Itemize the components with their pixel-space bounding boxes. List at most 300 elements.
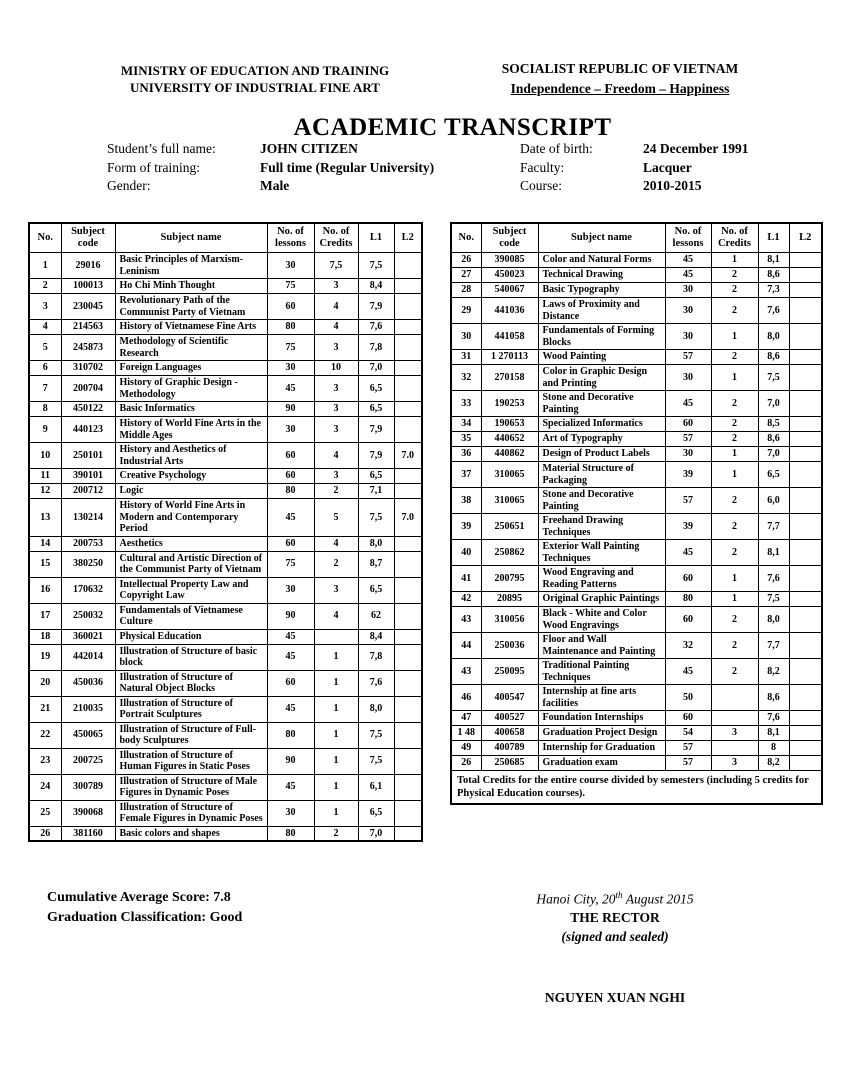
col-header-subject-name: Subject name — [538, 223, 665, 253]
cell-subject-code: 130214 — [61, 499, 115, 537]
table-row — [451, 324, 822, 350]
cell-l1: 8,0 — [358, 536, 394, 551]
cell-credits: 2 — [711, 298, 758, 324]
cell-lessons: 60 — [267, 536, 314, 551]
cell-no: 33 — [451, 391, 481, 417]
cell-l1: 7,0 — [758, 391, 789, 417]
col-header-no: No. — [451, 223, 481, 253]
cell-subject-name: Floor and Wall Maintenance and Painting — [538, 633, 665, 659]
cell-subject-name: Intellectual Property Law and Copyright Law — [115, 577, 267, 603]
university-line: UNIVERSITY OF INDUSTRIAL FINE ART — [130, 80, 380, 95]
cell-no: 17 — [29, 603, 61, 629]
cell-credits: 1 — [711, 592, 758, 607]
cell-subject-code: 190253 — [481, 391, 538, 417]
cell-lessons: 60 — [665, 417, 711, 432]
cell-lessons: 60 — [665, 607, 711, 633]
cell-credits: 2 — [711, 391, 758, 417]
table-row — [451, 607, 822, 633]
cell-subject-code: 450122 — [61, 402, 115, 417]
cell-lessons: 80 — [267, 484, 314, 499]
cell-credits: 2 — [711, 607, 758, 633]
cell-lessons: 30 — [267, 417, 314, 443]
cell-l2 — [789, 607, 822, 633]
cell-no: 30 — [451, 324, 481, 350]
training-label: Form of training: — [107, 159, 200, 175]
cell-no: 40 — [451, 540, 481, 566]
cell-subject-name: Design of Product Labels — [538, 447, 665, 462]
place-date-suffix: August 2015 — [622, 891, 694, 907]
cell-subject-code: 390068 — [61, 800, 115, 826]
cell-l1: 6,0 — [758, 488, 789, 514]
cell-subject-code: 450065 — [61, 722, 115, 748]
cell-l2 — [789, 741, 822, 756]
cell-l1: 7,8 — [358, 644, 394, 670]
cell-no: 26 — [451, 756, 481, 771]
cell-subject-code: 250862 — [481, 540, 538, 566]
cell-no: 18 — [29, 629, 61, 644]
cell-credits — [711, 741, 758, 756]
cell-subject-code: 250651 — [481, 514, 538, 540]
table-row — [451, 711, 822, 726]
col-header-no: No. — [29, 223, 61, 253]
cell-l1: 8,0 — [358, 696, 394, 722]
cell-l2 — [789, 324, 822, 350]
cell-l2: 7.0 — [394, 499, 422, 537]
cell-no: 41 — [451, 566, 481, 592]
cell-subject-code: 200753 — [61, 536, 115, 551]
cell-subject-name: Illustration of Structure of Male Figures in Dynamic Poses — [115, 774, 267, 800]
cell-subject-name: Illustration of Structure of Portrait Sculptures — [115, 696, 267, 722]
place-date-prefix: Hanoi City, 20 — [536, 891, 616, 907]
cell-credits: 4 — [314, 536, 358, 551]
cell-subject-name: Fundamentals of Forming Blocks — [538, 324, 665, 350]
cell-subject-code: 441058 — [481, 324, 538, 350]
cell-lessons: 57 — [665, 432, 711, 447]
cell-subject-name: Ho Chi Minh Thought — [115, 279, 267, 294]
cell-no: 22 — [29, 722, 61, 748]
cell-no: 1 48 — [451, 726, 481, 741]
cell-subject-name: Traditional Painting Techniques — [538, 659, 665, 685]
table-row — [451, 447, 822, 462]
cell-credits — [314, 629, 358, 644]
cell-subject-code: 270158 — [481, 365, 538, 391]
cell-credits: 3 — [314, 376, 358, 402]
cell-lessons: 30 — [665, 298, 711, 324]
cell-subject-name: Basic Typography — [538, 283, 665, 298]
cell-subject-code: 310065 — [481, 488, 538, 514]
cell-subject-name: Logic — [115, 484, 267, 499]
table-row — [29, 294, 422, 320]
cell-l2 — [789, 685, 822, 711]
cell-l1: 8,6 — [758, 350, 789, 365]
cell-subject-name: Illustration of Structure of basic block — [115, 644, 267, 670]
motto-line: Independence – Freedom – Happiness — [510, 81, 730, 96]
cell-subject-name: Wood Engraving and Reading Patterns — [538, 566, 665, 592]
cell-subject-name: Basic colors and shapes — [115, 826, 267, 841]
cell-no: 10 — [29, 443, 61, 469]
cell-lessons: 80 — [267, 826, 314, 841]
col-header-credits: No. of Credits — [711, 223, 758, 253]
cell-l1: 8,7 — [358, 551, 394, 577]
cell-no: 4 — [29, 320, 61, 335]
cell-subject-code: 170632 — [61, 577, 115, 603]
cell-l1: 7,8 — [358, 335, 394, 361]
cell-l2 — [394, 536, 422, 551]
cell-l1: 7,5 — [358, 499, 394, 537]
cell-subject-name: Material Structure of Packaging — [538, 462, 665, 488]
cell-subject-code: 440123 — [61, 417, 115, 443]
rector-name: NGUYEN XUAN NGHI — [544, 990, 686, 1005]
cell-lessons: 45 — [267, 696, 314, 722]
cell-lessons: 60 — [267, 443, 314, 469]
cell-credits — [711, 711, 758, 726]
col-header-subject-code: Subject code — [61, 223, 115, 253]
dob-value: 24 December 1991 — [643, 141, 749, 156]
cell-l2 — [394, 551, 422, 577]
cell-credits: 1 — [711, 462, 758, 488]
cell-no: 31 — [451, 350, 481, 365]
table-row — [29, 499, 422, 537]
table-row — [29, 469, 422, 484]
table-row — [29, 577, 422, 603]
signed-sealed-note: (signed and sealed) — [561, 928, 669, 944]
table-row — [451, 417, 822, 432]
cell-subject-code: 200725 — [61, 748, 115, 774]
subjects-table-right — [450, 222, 823, 805]
cell-credits: 3 — [314, 417, 358, 443]
cell-subject-name: Specialized Informatics — [538, 417, 665, 432]
table-row — [451, 253, 822, 268]
cell-lessons: 45 — [267, 644, 314, 670]
cell-l1: 7,9 — [358, 294, 394, 320]
table-row — [451, 268, 822, 283]
cell-subject-code: 390101 — [61, 469, 115, 484]
cell-subject-code: 100013 — [61, 279, 115, 294]
cell-l2 — [789, 726, 822, 741]
cell-subject-name: Illustration of Structure of Female Figures in Dynamic Poses — [115, 800, 267, 826]
cell-subject-name: Technical Drawing — [538, 268, 665, 283]
table-row — [29, 748, 422, 774]
full-name-value: JOHN CITIZEN — [260, 141, 358, 156]
cell-l1: 7,6 — [758, 298, 789, 324]
cell-credits: 1 — [711, 566, 758, 592]
table-row — [29, 253, 422, 279]
cell-no: 44 — [451, 633, 481, 659]
cell-subject-name: Creative Psychology — [115, 469, 267, 484]
cell-subject-name: Fundamentals of Vietnamese Culture — [115, 603, 267, 629]
cell-lessons: 57 — [665, 756, 711, 771]
cell-l2 — [394, 577, 422, 603]
cell-credits: 5 — [314, 499, 358, 537]
cell-l1: 8,1 — [758, 253, 789, 268]
cell-no: 21 — [29, 696, 61, 722]
cell-credits: 2 — [314, 826, 358, 841]
cell-l2 — [789, 447, 822, 462]
cell-l2 — [789, 514, 822, 540]
classification: Graduation Classification: Good — [47, 909, 243, 925]
cell-l1: 7,6 — [758, 566, 789, 592]
cell-l2 — [394, 826, 422, 841]
cell-credits: 1 — [711, 324, 758, 350]
info-row-training — [107, 160, 807, 179]
cell-lessons: 32 — [665, 633, 711, 659]
cell-subject-code: 440652 — [481, 432, 538, 447]
table-row — [451, 283, 822, 298]
cell-l1: 6,5 — [358, 800, 394, 826]
cell-credits: 4 — [314, 294, 358, 320]
cell-l1: 7,0 — [758, 447, 789, 462]
cell-l2 — [394, 376, 422, 402]
cell-subject-code: 250036 — [481, 633, 538, 659]
table-row — [29, 826, 422, 841]
cell-l1: 8,4 — [358, 279, 394, 294]
cell-l2 — [394, 469, 422, 484]
cell-l2 — [789, 298, 822, 324]
cell-lessons: 90 — [267, 402, 314, 417]
cell-lessons: 80 — [267, 320, 314, 335]
cell-l1: 7,9 — [358, 443, 394, 469]
cell-no: 25 — [29, 800, 61, 826]
cell-credits: 3 — [314, 279, 358, 294]
cell-l2 — [394, 629, 422, 644]
cell-no: 1 — [29, 253, 61, 279]
cell-no: 38 — [451, 488, 481, 514]
cell-subject-code: 29016 — [61, 253, 115, 279]
cell-no: 47 — [451, 711, 481, 726]
cell-l2 — [394, 774, 422, 800]
table-row — [29, 279, 422, 294]
cell-subject-code: 250095 — [481, 659, 538, 685]
cell-credits: 7,5 — [314, 253, 358, 279]
cell-l2 — [394, 484, 422, 499]
cell-l2 — [789, 350, 822, 365]
cell-no: 24 — [29, 774, 61, 800]
cell-l2 — [394, 335, 422, 361]
rector-title: THE RECTOR — [570, 910, 660, 925]
subjects-table-left — [28, 222, 423, 842]
cell-lessons: 45 — [267, 774, 314, 800]
cell-subject-code: 245873 — [61, 335, 115, 361]
table-row — [29, 361, 422, 376]
result-summary — [47, 888, 242, 927]
cell-subject-code: 540067 — [481, 283, 538, 298]
cell-subject-code: 230045 — [61, 294, 115, 320]
cell-l2 — [789, 283, 822, 298]
faculty-value: Lacquer — [643, 159, 692, 175]
cell-l1: 7,6 — [358, 670, 394, 696]
cell-lessons: 60 — [665, 711, 711, 726]
cell-subject-code: 450036 — [61, 670, 115, 696]
cell-lessons: 30 — [267, 253, 314, 279]
cell-credits: 2 — [711, 283, 758, 298]
cell-credits: 2 — [711, 350, 758, 365]
cell-l2 — [394, 361, 422, 376]
cell-subject-name: Illustration of Structure of Full-body Sculptures — [115, 722, 267, 748]
training-value: Full time (Regular University) — [260, 159, 435, 175]
cell-subject-code: 400527 — [481, 711, 538, 726]
info-row-gender — [107, 178, 807, 197]
cell-lessons: 54 — [665, 726, 711, 741]
cell-l2 — [789, 711, 822, 726]
cell-lessons: 90 — [267, 603, 314, 629]
cell-subject-name: Illustration of Structure of Human Figures in Static Poses — [115, 748, 267, 774]
col-header-l1: L1 — [358, 223, 394, 253]
table-row — [451, 741, 822, 756]
cell-subject-code: 380250 — [61, 551, 115, 577]
cell-l1: 7,6 — [358, 320, 394, 335]
header-row — [451, 223, 822, 253]
cell-subject-name: Revolutionary Path of the Communist Party of Vietnam — [115, 294, 267, 320]
cell-credits: 2 — [711, 659, 758, 685]
cell-credits: 2 — [711, 488, 758, 514]
cell-l2 — [789, 462, 822, 488]
table-row — [451, 365, 822, 391]
cell-lessons: 30 — [665, 447, 711, 462]
cell-l2 — [394, 748, 422, 774]
table-row — [451, 566, 822, 592]
cell-subject-name: Art of Typography — [538, 432, 665, 447]
cell-l1: 8 — [758, 741, 789, 756]
cell-l2 — [394, 722, 422, 748]
table-row — [29, 629, 422, 644]
total-credits-note: Total Credits for the entire course divided by semesters (including 5 credits for Physical Education courses). — [451, 771, 822, 805]
cell-no: 14 — [29, 536, 61, 551]
cell-credits: 1 — [314, 722, 358, 748]
cell-lessons: 60 — [267, 469, 314, 484]
gender-value: Male — [260, 178, 290, 193]
table-row — [451, 391, 822, 417]
cell-credits: 3 — [314, 469, 358, 484]
cell-l2 — [789, 756, 822, 771]
cell-no: 23 — [29, 748, 61, 774]
cell-credits: 1 — [711, 365, 758, 391]
table-row — [29, 722, 422, 748]
cell-l2 — [789, 592, 822, 607]
cell-subject-name: Graduation Project Design — [538, 726, 665, 741]
cell-subject-name: History of Graphic Design - Methodology — [115, 376, 267, 402]
cell-l2 — [394, 402, 422, 417]
table-row — [29, 443, 422, 469]
cell-l2 — [789, 253, 822, 268]
cell-no: 36 — [451, 447, 481, 462]
cell-lessons: 45 — [665, 540, 711, 566]
course-value: 2010-2015 — [643, 178, 702, 193]
cell-l2 — [789, 268, 822, 283]
cell-l1: 8,6 — [758, 432, 789, 447]
cell-l2 — [394, 800, 422, 826]
cell-l2 — [789, 432, 822, 447]
cell-lessons: 60 — [267, 294, 314, 320]
table-row — [451, 298, 822, 324]
average-score: Cumulative Average Score: 7.8 — [47, 890, 231, 905]
cell-lessons: 30 — [267, 361, 314, 376]
cell-subject-name: History of World Fine Arts in the Middle Ages — [115, 417, 267, 443]
cell-credits: 1 — [314, 800, 358, 826]
cell-l1: 7,0 — [358, 826, 394, 841]
cell-l2 — [789, 391, 822, 417]
cell-subject-code: 400658 — [481, 726, 538, 741]
cell-credits: 4 — [314, 443, 358, 469]
cell-subject-code: 440862 — [481, 447, 538, 462]
cell-l1: 6,5 — [358, 469, 394, 484]
course-label: Course: — [520, 178, 562, 193]
cell-l1: 8,6 — [758, 268, 789, 283]
cell-l2 — [394, 320, 422, 335]
cell-l1: 8,0 — [758, 607, 789, 633]
cell-l2 — [394, 670, 422, 696]
table-row — [451, 726, 822, 741]
cell-l1: 6,5 — [358, 376, 394, 402]
col-header-l1: L1 — [758, 223, 789, 253]
cell-lessons: 90 — [267, 748, 314, 774]
cell-no: 35 — [451, 432, 481, 447]
cell-subject-code: 200712 — [61, 484, 115, 499]
cell-l2 — [789, 633, 822, 659]
place-date — [450, 886, 780, 909]
cell-subject-code: 210035 — [61, 696, 115, 722]
cell-l2 — [394, 417, 422, 443]
cell-l1: 7,9 — [358, 417, 394, 443]
cell-subject-code: 250032 — [61, 603, 115, 629]
cell-l2 — [789, 365, 822, 391]
cell-no: 29 — [451, 298, 481, 324]
cell-subject-name: History of World Fine Arts in Modern and Contemporary Period — [115, 499, 267, 537]
table-row — [29, 551, 422, 577]
cell-lessons: 50 — [665, 685, 711, 711]
cell-lessons: 30 — [267, 577, 314, 603]
col-header-lessons: No. of lessons — [267, 223, 314, 253]
cell-subject-code: 390085 — [481, 253, 538, 268]
cell-l1: 7,1 — [358, 484, 394, 499]
cell-subject-code: 450023 — [481, 268, 538, 283]
table-row — [29, 670, 422, 696]
table-row — [29, 417, 422, 443]
cell-no: 20 — [29, 670, 61, 696]
cell-credits: 1 — [314, 644, 358, 670]
student-info — [107, 141, 807, 197]
cell-subject-name: Aesthetics — [115, 536, 267, 551]
cell-no: 13 — [29, 499, 61, 537]
cell-l1: 7,5 — [358, 253, 394, 279]
cell-no: 42 — [451, 592, 481, 607]
cell-l1: 8,2 — [758, 659, 789, 685]
cell-lessons: 30 — [665, 324, 711, 350]
cell-no: 15 — [29, 551, 61, 577]
cell-subject-name: Wood Painting — [538, 350, 665, 365]
cell-lessons: 75 — [267, 335, 314, 361]
cell-subject-code: 300789 — [61, 774, 115, 800]
cell-lessons: 30 — [267, 800, 314, 826]
cell-no: 27 — [451, 268, 481, 283]
cell-subject-code: 442014 — [61, 644, 115, 670]
gender-label: Gender: — [107, 178, 151, 193]
cell-l1: 6,5 — [358, 577, 394, 603]
cell-credits: 2 — [314, 484, 358, 499]
cell-no: 39 — [451, 514, 481, 540]
cell-l1: 8,4 — [358, 629, 394, 644]
cell-lessons: 57 — [665, 741, 711, 756]
page-title: ACADEMIC TRANSCRIPT — [293, 114, 612, 141]
table-row — [451, 514, 822, 540]
table-row — [451, 685, 822, 711]
cell-l2 — [394, 644, 422, 670]
cell-l1: 7,5 — [358, 722, 394, 748]
cell-l2 — [394, 279, 422, 294]
cell-l1: 7,7 — [758, 514, 789, 540]
info-row-name — [107, 141, 807, 160]
cell-l2 — [394, 603, 422, 629]
cell-no: 46 — [451, 685, 481, 711]
